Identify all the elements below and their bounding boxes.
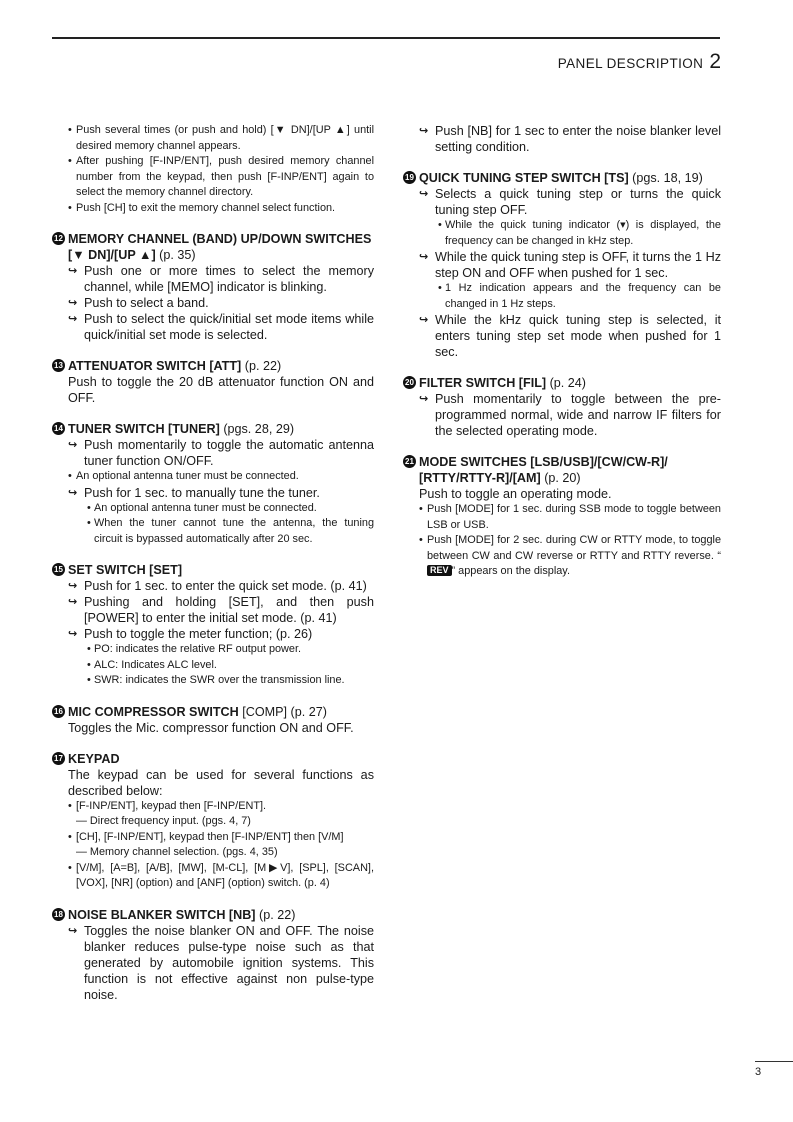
bullet: • After pushing [F-INP/ENT], push desired memory channel number from the keypad, then push [F-INP/ENT] again to select the memory channel directory. — [52, 154, 374, 201]
heading-title: QUICK TUNING STEP SWITCH [TS] — [419, 171, 629, 185]
arrow-item: ↪ Push to select a band. — [52, 295, 374, 311]
section-text: The keypad can be used for several functions as described below: — [68, 767, 374, 798]
section-heading — [52, 704, 374, 720]
number-badge: 20 — [403, 376, 416, 389]
arrow-item: ↪ Pushing and holding [SET], and then push [POWER] to enter the initial set mode. (p. 41) — [52, 594, 374, 626]
number-badge: 21 — [403, 455, 416, 468]
arrow-item: ↪ While the kHz quick tuning step is selected, it enters tuning step set mode when pushed for 1 sec. — [403, 312, 721, 360]
number-badge: 13 — [52, 359, 65, 372]
note: • SWR: indicates the SWR over the transmission line. — [52, 673, 374, 689]
left-column — [52, 123, 374, 1018]
page-ref: (p. 27) — [290, 704, 327, 719]
page-ref: (p. 35) — [159, 248, 196, 262]
page-ref: (p. 22) — [244, 359, 282, 373]
section-15 — [52, 562, 374, 689]
section-14 — [52, 421, 374, 547]
intro-bullets — [52, 123, 374, 216]
note: • ALC: Indicates ALC level. — [52, 658, 374, 674]
heading-title: ATTENUATOR SWITCH [ATT] — [68, 359, 242, 373]
number-badge: 12 — [52, 232, 65, 245]
section-19 — [403, 170, 721, 360]
section-heading — [52, 231, 374, 263]
rev-indicator-icon: REV — [427, 565, 452, 576]
arrow-item: ↪ Push momentarily to toggle between the pre-programmed normal, wide and narrow IF filters for the selected operating mode. — [403, 391, 721, 439]
section-18 — [52, 907, 374, 1003]
page-ref: (p. 20) — [544, 471, 581, 485]
page-header — [558, 50, 721, 74]
section-20 — [403, 375, 721, 439]
section-21 — [403, 454, 721, 580]
heading-title: FILTER SWITCH [FIL] — [419, 376, 547, 390]
page-ref: (p. 24) — [549, 376, 586, 390]
section-18-continued — [403, 123, 721, 155]
section-12 — [52, 231, 374, 343]
section-heading — [403, 454, 721, 486]
bullet: • Push several times (or push and hold) [▼ DN]/[UP ▲] until desired memory channel appears. — [52, 123, 374, 154]
bullet-sub: — Direct frequency input. (pgs. 4, 7) — [76, 815, 251, 827]
page-number: 3 — [755, 1066, 762, 1078]
section-heading — [403, 170, 721, 186]
number-badge: 19 — [403, 171, 416, 184]
arrow-item: ↪ Push one or more times to select the memory channel, while [MEMO] indicator is blinking. — [52, 263, 374, 295]
heading-title: MEMORY CHANNEL (BAND) UP/DOWN SWITCHES [▼ DN]/[UP ▲] — [68, 232, 372, 262]
arrow-item: ↪ Selects a quick tuning step or turns the quick tuning step OFF. — [403, 186, 721, 218]
arrow-item: ↪ Push momentarily to toggle the automatic antenna tuner function ON/OFF. — [52, 437, 374, 469]
section-13 — [52, 358, 374, 406]
bullet-sub: — Memory channel selection. (pgs. 4, 35) — [76, 846, 278, 858]
section-text: Push to toggle the 20 dB attenuator function ON and OFF. — [68, 375, 374, 405]
arrow-item: ↪ Push to toggle the meter function; (p. 26) — [52, 626, 374, 642]
note: • An optional antenna tuner must be connected. — [52, 469, 374, 485]
bullet: • Push [CH] to exit the memory channel select function. — [52, 201, 374, 217]
section-heading — [52, 421, 374, 437]
page-ref: (pgs. 18, 19) — [632, 171, 703, 185]
note: • 1 Hz indication appears and the frequency can be changed in 1 Hz steps. — [403, 281, 721, 312]
section-text: Toggles the Mic. compressor function ON and OFF. — [68, 720, 354, 735]
note: • While the quick tuning indicator (▾) is displayed, the frequency can be changed in kHz step. — [403, 218, 721, 249]
page-ref: (pgs. 28, 29) — [223, 422, 295, 436]
bullet-text: Push [MODE] for 2 sec. during CW or RTTY mode, to toggle between CW and CW reverse or RTTY and RTTY reverse. “ — [427, 534, 721, 562]
page-ref: (p. 22) — [259, 907, 296, 922]
section-heading — [52, 751, 374, 767]
number-badge: 17 — [52, 752, 65, 765]
arrow-item: ↪ Push for 1 sec. to enter the quick set mode. (p. 41) — [52, 578, 374, 594]
section-17 — [52, 751, 374, 892]
section-16 — [52, 704, 374, 736]
number-badge: 14 — [52, 422, 65, 435]
bullet: • [V/M], [A=B], [A/B], [MW], [M-CL], [M▶V], [SPL], [SCAN], [VOX], [NR] (option) and [ANF] (option) switch. (p. 4) — [52, 861, 374, 892]
bullet — [403, 533, 721, 580]
note: • An optional antenna tuner must be connected. — [52, 501, 374, 517]
bullet-text: ” appears on the display. — [451, 565, 570, 577]
number-badge: 16 — [52, 705, 65, 718]
chapter-number: 2 — [709, 50, 721, 73]
number-badge: 15 — [52, 563, 65, 576]
arrow-item: ↪ While the quick tuning step is OFF, it turns the 1 Hz step ON and OFF when pushed for 1 sec. — [403, 249, 721, 281]
bullet: • Push [MODE] for 1 sec. during SSB mode to toggle between LSB or USB. — [403, 502, 721, 533]
heading-title: NOISE BLANKER SWITCH [NB] — [68, 907, 256, 922]
note: • PO: indicates the relative RF output power. — [52, 642, 374, 658]
number-badge: 18 — [52, 908, 65, 921]
arrow-item: ↪ Toggles the noise blanker ON and OFF. The noise blanker reduces pulse-type noise such as that generated by automobile ignition systems. This function is not effective against non pulse-type noise. — [52, 923, 374, 1003]
heading-title: TUNER SWITCH [TUNER] — [68, 422, 220, 436]
bullet: • [CH], [F-INP/ENT], keypad then [F-INP/ENT] then [V/M] — [52, 830, 374, 846]
arrow-item: ↪ Push to select the quick/initial set mode items while quick/initial set mode is selected. — [52, 311, 374, 343]
bottom-rule — [755, 1061, 793, 1062]
heading-title: MODE SWITCHES [LSB/USB]/[CW/CW-R]/ [RTTY/RTTY-R]/[AM] — [419, 455, 668, 485]
section-heading — [52, 358, 374, 374]
arrow-item: ↪ Push for 1 sec. to manually tune the tuner. — [52, 485, 374, 501]
heading-title: MIC COMPRESSOR SWITCH — [68, 704, 239, 719]
arrow-item: ↪ Push [NB] for 1 sec to enter the noise blanker level setting condition. — [403, 123, 721, 155]
section-heading — [52, 562, 374, 578]
right-column — [403, 123, 721, 595]
heading-title-cont: [COMP] — [242, 704, 287, 719]
section-title: PANEL DESCRIPTION — [557, 56, 704, 71]
heading-title: SET SWITCH [SET] — [68, 563, 183, 577]
note: • When the tuner cannot tune the antenna, the tuning circuit is bypassed automatically after 20 sec. — [52, 516, 374, 547]
section-text: Push to toggle an operating mode. — [419, 487, 612, 501]
bullet: • [F-INP/ENT], keypad then [F-INP/ENT]. — [52, 799, 374, 815]
top-rule — [52, 37, 720, 39]
heading-title: KEYPAD — [68, 751, 120, 766]
section-heading — [403, 375, 721, 391]
section-heading — [52, 907, 374, 923]
